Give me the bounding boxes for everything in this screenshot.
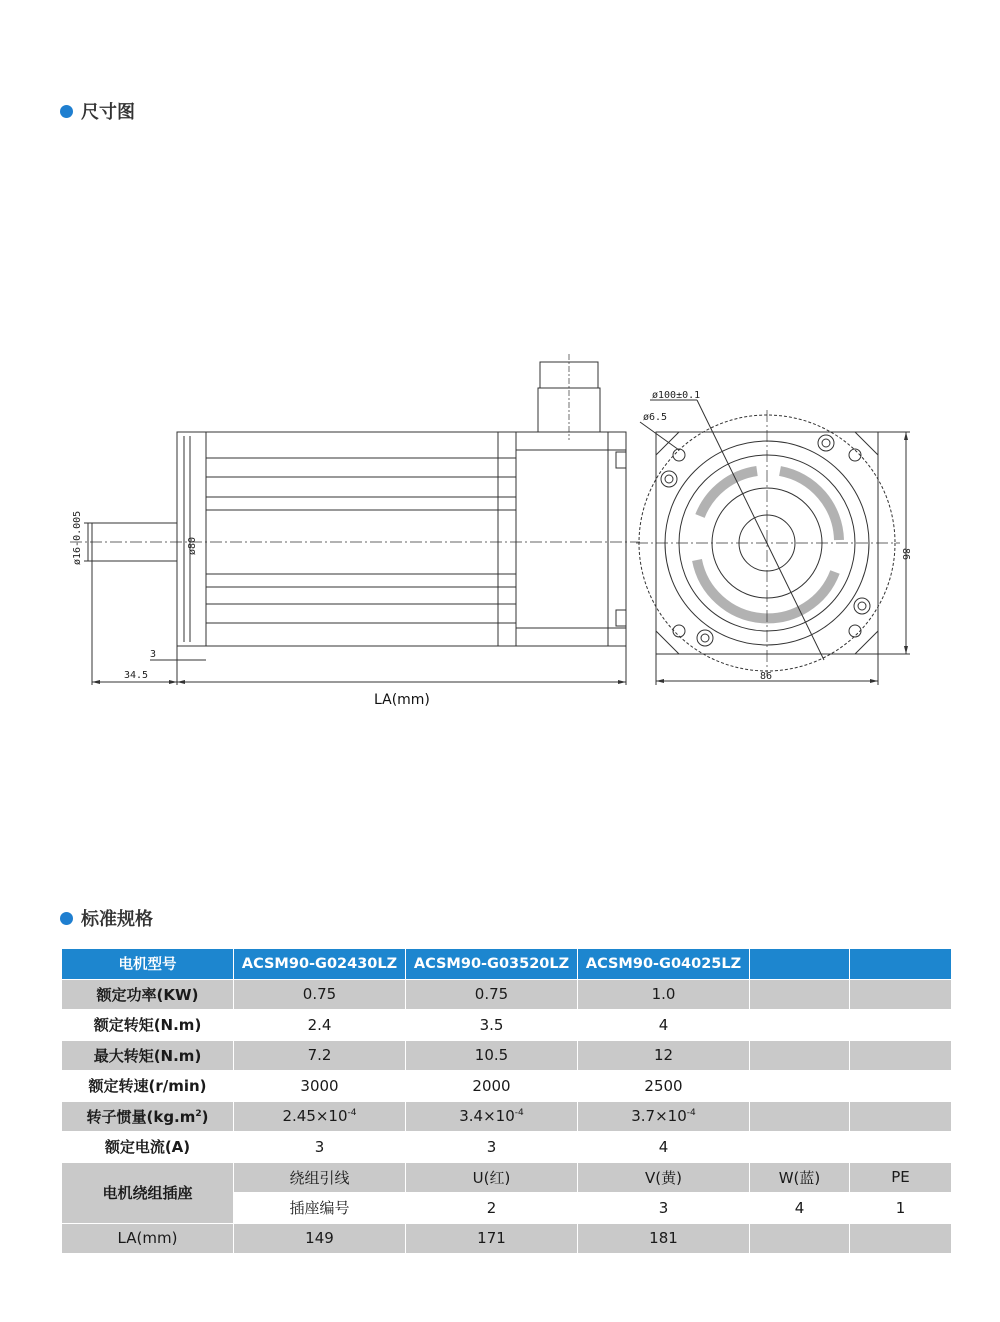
spec-section-title — [60, 905, 153, 931]
dimension-drawing — [0, 340, 1000, 720]
table-cell — [750, 979, 850, 1010]
table-cell — [850, 1132, 952, 1163]
rear-cap — [516, 432, 626, 646]
table-cell: 3 — [578, 1193, 750, 1224]
table-cell: 1 — [850, 1193, 952, 1224]
header-cell — [750, 949, 850, 980]
table-cell: 7.2 — [234, 1040, 406, 1071]
la-label: LA(mm) — [374, 692, 430, 708]
row-label: 转子惯量$(kg.m^2)$ — [62, 1101, 234, 1132]
table-cell: $3.7\times 10^{-4}$ — [578, 1101, 750, 1132]
shaft-dia-label: ø16-0.005 — [72, 510, 83, 565]
table-cell: 0.75 — [234, 979, 406, 1010]
table-cell — [750, 1071, 850, 1102]
table-cell: 绕组引线 — [234, 1162, 406, 1193]
table-cell — [850, 1101, 952, 1132]
connector-label: 电机绕组插座 — [62, 1162, 234, 1223]
row-label: 额定转速(r/min) — [62, 1071, 234, 1102]
table-row — [62, 1223, 952, 1254]
table-cell: 插座编号 — [234, 1193, 406, 1224]
flange-offset-label: 3 — [150, 649, 157, 660]
table-cell — [750, 1132, 850, 1163]
table-cell: W(蓝) — [750, 1162, 850, 1193]
table-row — [62, 1010, 952, 1041]
table-cell — [750, 1101, 850, 1132]
table-cell: 4 — [750, 1193, 850, 1224]
table-cell: 2000 — [406, 1071, 578, 1102]
table-cell: $3.4\times 10^{-4}$ — [406, 1101, 578, 1132]
table-cell: 2500 — [578, 1071, 750, 1102]
spec-title-text: 标准规格 — [81, 909, 153, 930]
table-cell — [850, 1010, 952, 1041]
dimension-section-title — [60, 98, 135, 124]
table-cell: 2.4 — [234, 1010, 406, 1041]
table-cell: 3 — [234, 1132, 406, 1163]
table-cell — [850, 1071, 952, 1102]
table-cell: PE — [850, 1162, 952, 1193]
table-cell: 181 — [578, 1223, 750, 1254]
row-label: 额定功率(KW) — [62, 979, 234, 1010]
row-label: 额定转矩(N.m) — [62, 1010, 234, 1041]
table-cell — [850, 1040, 952, 1071]
bullet-icon — [60, 105, 73, 118]
pcd-label: ø100±0.1 — [652, 390, 701, 401]
table-cell: 4 — [578, 1010, 750, 1041]
table-cell: 3000 — [234, 1071, 406, 1102]
table-cell: 1.0 — [578, 979, 750, 1010]
table-cell: V(黄) — [578, 1162, 750, 1193]
table-cell: 10.5 — [406, 1040, 578, 1071]
table-cell: 0.75 — [406, 979, 578, 1010]
table-cell — [750, 1010, 850, 1041]
table-cell: 4 — [578, 1132, 750, 1163]
side-height-label: 86 — [900, 548, 911, 561]
bullet-icon — [60, 912, 73, 925]
table-cell — [750, 1040, 850, 1071]
side-width-label: 86 — [760, 671, 773, 682]
table-row — [62, 1162, 952, 1193]
table-cell — [750, 1223, 850, 1254]
table-row — [62, 1040, 952, 1071]
motor-body — [206, 432, 516, 646]
table-cell — [850, 1223, 952, 1254]
header-cell: ACSM90-G04025LZ — [578, 949, 750, 980]
header-cell: ACSM90-G02430LZ — [234, 949, 406, 980]
table-header-row — [62, 949, 952, 980]
table-cell: 3.5 — [406, 1010, 578, 1041]
table-cell: 2 — [406, 1193, 578, 1224]
table-cell: 171 — [406, 1223, 578, 1254]
table-cell: 12 — [578, 1040, 750, 1071]
table-cell — [850, 979, 952, 1010]
row-label: 最大转矩(N.m) — [62, 1040, 234, 1071]
row-label: 额定电流(A) — [62, 1132, 234, 1163]
table-cell: 3 — [406, 1132, 578, 1163]
table-cell: 149 — [234, 1223, 406, 1254]
table-cell: $2.45\times 10^{-4}$ — [234, 1101, 406, 1132]
flange-spigot-label: ø80 — [187, 536, 198, 555]
row-label: LA(mm) — [62, 1223, 234, 1254]
header-cell: ACSM90-G03520LZ — [406, 949, 578, 980]
dimension-title-text: 尺寸图 — [81, 102, 135, 123]
table-row — [62, 1101, 952, 1132]
spec-table — [61, 948, 952, 1254]
header-cell — [850, 949, 952, 980]
table-row — [62, 1071, 952, 1102]
hole-dia-label: ø6.5 — [643, 412, 668, 423]
table-row — [62, 979, 952, 1010]
table-cell: U(红) — [406, 1162, 578, 1193]
table-row — [62, 1132, 952, 1163]
shaft-length-label: 34.5 — [124, 670, 149, 681]
header-cell: 电机型号 — [62, 949, 234, 980]
